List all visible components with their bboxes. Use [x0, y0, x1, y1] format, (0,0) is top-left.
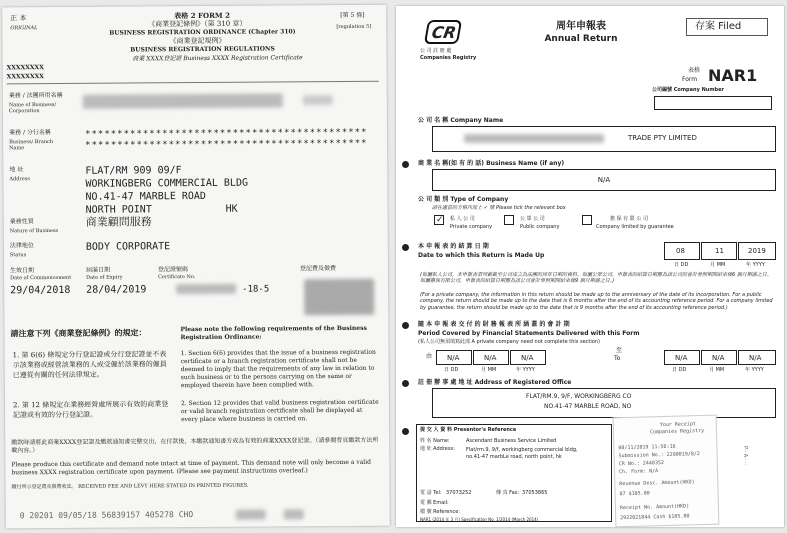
- section-1-label: 公 司 名 稱 Company Name: [418, 117, 504, 124]
- company-number-field: [654, 96, 772, 110]
- receipt-registry: Companies Registry: [649, 427, 705, 436]
- receipt-line-3: CR No.: 2440352: [618, 460, 665, 468]
- section-5-hint: (私人公司無須填寫此部 A private company need not complete this section): [418, 339, 600, 345]
- footer-zh: 繳款時請將此商業XXXX登記證及繳款通知書完整交出，在付款後，本繳款通知書方成為有效的商業XXXX登記證。（請參閱背頁繳款方法所載內容。）: [11, 436, 379, 455]
- bullet: [402, 380, 409, 387]
- certno-label-zh: 登記證號碼: [157, 266, 189, 274]
- office-line-1: FLAT/RM.9, 9/F, WORKINGBERG CO: [526, 393, 632, 400]
- companies-registry-logo: CR: [424, 20, 462, 44]
- type-public-zh: 公 眾 公 司: [520, 216, 545, 222]
- to-month: N/A: [701, 350, 737, 365]
- nature-label-en: Nature of Business: [9, 227, 59, 235]
- receipt-line-5: Revenue Desc. Amount(HKD): [619, 479, 695, 488]
- certno-tail: -18-5: [242, 284, 270, 295]
- ordinance-en: BUSINESS REGISTRATION ORDINANCE (Chapter 310): [109, 28, 296, 37]
- status-value: BODY CORPORATE: [85, 241, 171, 253]
- form-label-en: Form: [682, 76, 698, 83]
- section-4-note-en: (For a private company, the information in this return should be made up to the anniversary of the date of its incorporation. For a public company, the return should be made up to the date that is 6 months after the end of its accounting reference period. For a company limited by guarantee, the return should be made up to the date that is 9 months after the end of its accounting reference period.): [420, 292, 773, 311]
- address-line-4: NORTH POINT: [85, 204, 152, 216]
- fee-label-zh: 登記費及徵費: [299, 265, 337, 273]
- type-public-en: Public company: [520, 224, 560, 230]
- section-4-note-zh: (如屬私人公司，本申報表須列載截至公司成立為法團的周年日期的資料。如屬公眾公司，申報表的結算日期應為該公司的會計參照期間結束後6 個月期滿之日。如屬擔保有限公司，申報表的結算日期應為該公司會計參照期間結束後9 個月期滿之日。): [420, 272, 772, 285]
- presentor-label: 提 交 人 資 料 Presentor's Reference: [420, 427, 517, 433]
- original-en: ORIGINAL: [10, 25, 38, 32]
- specification: NAR1 (2014 年 3 月) Specification No. 1/2014 (March 2014): [420, 517, 539, 522]
- branch-name-value: ********************************************: [85, 127, 368, 140]
- form-label-zh: 表格: [688, 67, 701, 74]
- redacted-mark: [303, 95, 333, 105]
- type-private-en: Private company: [450, 224, 493, 230]
- address-line-3: NO.41-47 MARBLE ROAD: [85, 190, 206, 203]
- address-label-zh: 地 址: [9, 166, 24, 174]
- nature-label-zh: 業務性質: [9, 218, 34, 226]
- name-label-zh: 業務 / 法團所用名稱: [8, 91, 63, 100]
- presentor-address: Flat/rm.9, 9/f, workingberg commercial bldg, no.41-47 marbLe road, north point, hk: [466, 447, 578, 460]
- redacted-cert-no: [176, 284, 236, 294]
- presentor-name: Ascendant Business Service Limited: [466, 438, 557, 444]
- receipt-line-7: Receipt No. Amount(HKD): [619, 503, 690, 512]
- company-number-label: 公司編號 Company Number: [652, 87, 724, 93]
- address-label-en: Address: [9, 176, 30, 183]
- payment-stamp: 0 20201 09/05/18 56839157 405278 CHO: [19, 510, 194, 521]
- from-dd-label: 日 DD: [444, 367, 459, 373]
- receipt-line-4: Ch. Form: N/A: [618, 468, 659, 476]
- to-label-zh: 至: [616, 347, 623, 354]
- redacted-barcode: [304, 279, 374, 315]
- notes-heading-en: Please note the following requirements of the Business Registration Ordinance:: [180, 324, 367, 341]
- redacted-stamp: [236, 510, 266, 520]
- divider: [7, 81, 379, 85]
- from-label: 由: [426, 353, 433, 360]
- original-zh: 正 本: [10, 14, 27, 23]
- to-mm-label: 月 MM: [709, 367, 725, 373]
- note-en-item-1: 1. Section 6(6) provides that the issue of a business registration certificate or a branch registration certificate shall not be deemed to imply that the requirements of any law in relation to such business or to the persons carrying on the same or employed therein have been complied with.: [180, 348, 376, 390]
- receipt-line-8: 2922021844 Cash $105.00: [620, 513, 690, 522]
- regulation-ref: [regulation 5]: [336, 23, 372, 31]
- to-label-en: To: [614, 355, 621, 362]
- redacted-company-name: [464, 134, 604, 143]
- bullet: [402, 322, 409, 329]
- expiry-label-en: Date of Expiry: [86, 274, 123, 281]
- payment-receipt: [613, 415, 720, 527]
- registry-en: Companies Registry: [420, 55, 477, 61]
- form-subsection: [第 5 條]: [340, 11, 365, 19]
- company-name-value: TRADE PTY LIMITED: [628, 134, 697, 142]
- tel-label: 電 話 Tel:: [420, 490, 442, 496]
- email-label: 電 郵 Email:: [420, 500, 449, 506]
- reference-label: 檔 號 Reference:: [420, 509, 461, 515]
- ordinance-zh: 《商業登記條例》（第 310 章）: [148, 19, 247, 29]
- presentor-name-label: 姓 名 Name:: [420, 438, 450, 444]
- from-yy-label: 年 YYYY: [516, 367, 535, 373]
- form-code: NAR1: [708, 66, 758, 85]
- type-private-zh: 私 人 公 司: [450, 216, 475, 222]
- receipt-line-1: 08/11/2019 11:56:16: [618, 443, 676, 452]
- receipt-heading: Your Receipt: [659, 421, 696, 429]
- status-label-en: Status: [9, 252, 27, 259]
- side-marks: P·· A·· ··: [742, 446, 748, 466]
- certificate-title: 商業 XXXX登記證 Business XXXX Registration Certificate: [132, 54, 303, 63]
- expiry-label-zh: 屆滿日期: [85, 266, 111, 274]
- regulations-zh: 《商業登記規例》: [169, 36, 226, 46]
- footer-en: Please produce this certificate and demand note intact at time of payment. This demand note will only become a valid business XXXX registration certificate upon payment. (Please see payment instructions overleaf.): [11, 458, 371, 477]
- notes-heading-zh: 請注意下列《商業登記條例》的規定：: [10, 327, 147, 339]
- nature-value: 商業顧問服務: [85, 215, 152, 229]
- expiry-value: 28/04/2019: [86, 284, 147, 296]
- cert-code-1: XXXXXXXX: [6, 64, 44, 72]
- type-guarantee-zh: 擔 保 有 限 公 司: [610, 216, 648, 222]
- mm-label: 月 MM: [710, 262, 726, 268]
- commence-label-zh: 生效日期: [10, 267, 35, 275]
- regulations-en: BUSINESS REGISTRATION REGULATIONS: [130, 45, 275, 54]
- cert-code-2: XXXXXXXX: [6, 73, 44, 81]
- fax-label: 傳 真 Fax:: [496, 490, 520, 496]
- to-yy-label: 年 YYYY: [745, 367, 764, 373]
- form-number: 表格 2 FORM 2: [174, 10, 230, 21]
- certno-label-en: Certificate No.: [158, 274, 196, 281]
- branch-label-en: Business/ Branch Name: [9, 138, 54, 152]
- address-line-2: WORKINGBERG COMMERCIAL BLDG: [85, 177, 249, 190]
- section-2-label: 商 業 名 稱(如 有 的 話) Business Name (if any): [418, 160, 565, 167]
- business-name-field: N/A: [432, 169, 776, 191]
- section-6-label: 註 冊 辦 事 處 地 址 Address of Registered Office: [418, 379, 572, 386]
- branch-name-value-2: ********************************************: [85, 138, 368, 151]
- dd-label: 日 DD: [674, 262, 689, 268]
- title-en: Annual Return: [544, 34, 618, 44]
- bullet: [402, 161, 409, 168]
- commence-label-en: Date of Commencement: [10, 274, 72, 282]
- section-3-label: 公 司 類 別 Type of Company: [418, 196, 509, 203]
- name-label-en: Name of Business/ Corporation: [8, 101, 57, 115]
- from-year: N/A: [510, 350, 546, 365]
- bullet: [402, 244, 409, 251]
- from-month: N/A: [473, 350, 509, 365]
- annual-return-form: [396, 6, 784, 527]
- section-3-hint: 請在適當的方格內加上 ✓ 號 Please tick the relevant box: [432, 205, 566, 211]
- to-dd-label: 日 DD: [672, 367, 687, 373]
- section-5-label-en: Period Covered by Financial Statements Delivered with this Form: [418, 330, 640, 337]
- fax-value: 37053865: [522, 490, 548, 496]
- note-en-item-2: 2. Section 12 provides that valid business registration certificate or valid branch registration certificate shall be displayed at every place where business is carried on.: [180, 398, 379, 424]
- note-zh-item-1: 1. 第 6(6) 條規定分行登記證或分行登記證並不表示該業務或經營該業務的人或受僱於該業務的僱員已遵從有關的任何法律規定。: [12, 350, 167, 379]
- to-year: N/A: [738, 350, 776, 365]
- made-up-day: 08: [664, 242, 700, 260]
- title-zh: 周年申報表: [556, 21, 606, 32]
- private-company-checkbox[interactable]: ✓: [436, 215, 444, 225]
- type-guarantee-en: Company limited by guarantee: [596, 224, 674, 230]
- branch-label-zh: 業務 / 分行名稱: [9, 129, 51, 137]
- address-region: HK: [225, 203, 238, 215]
- redacted-stamp-2: [284, 509, 304, 519]
- filed-stamp: 存案 Filed: [686, 18, 768, 36]
- made-up-month: 11: [701, 242, 737, 260]
- guarantee-company-checkbox[interactable]: [582, 215, 592, 225]
- redacted-company-name: [83, 93, 283, 108]
- presentor-address-label: 地 址 Address:: [420, 446, 455, 452]
- office-line-2: NO.41-47 MARBLE ROAD, NO: [544, 403, 632, 410]
- business-registration-certificate: [2, 5, 390, 529]
- receipt-line-6: 07 $105.00: [619, 490, 650, 498]
- received-note: 繳付所示登記費及徵費收訖。 RECEIVED FEE AND LEVY HERE STATED IN PRINTED FIGURES.: [11, 482, 249, 491]
- status-label-zh: 法律地位: [9, 242, 34, 250]
- section-5-label-zh: 隨 本 申 報 表 交 付 的 財 務 報 表 所 涵 蓋 的 會 計 期: [418, 321, 570, 328]
- registry-zh: 公 司 註 冊 處: [420, 48, 452, 54]
- from-day: N/A: [436, 350, 472, 365]
- commence-value: 29/04/2018: [10, 284, 71, 297]
- yyyy-label: 年 YYYY: [746, 262, 765, 268]
- bullet: [402, 428, 409, 435]
- receipt-line-2: Submission No.: 2290019/8/2: [618, 451, 700, 460]
- tel-value: 37073252: [446, 490, 472, 496]
- from-mm-label: 月 MM: [481, 367, 497, 373]
- to-day: N/A: [664, 350, 700, 365]
- made-up-year: 2019: [738, 242, 776, 260]
- note-zh-item-2: 2. 第 12 條規定在業務經營處所展示有效的商業登記證或有效的分行登記證。: [12, 400, 169, 420]
- section-4-label-zh: 本 申 報 表 的 結 算 日 期: [418, 243, 489, 250]
- section-4-label-en: Date to which this Return is Made Up: [418, 252, 545, 259]
- public-company-checkbox[interactable]: [504, 215, 514, 225]
- address-line-1: FLAT/RM 909 09/F: [85, 165, 182, 177]
